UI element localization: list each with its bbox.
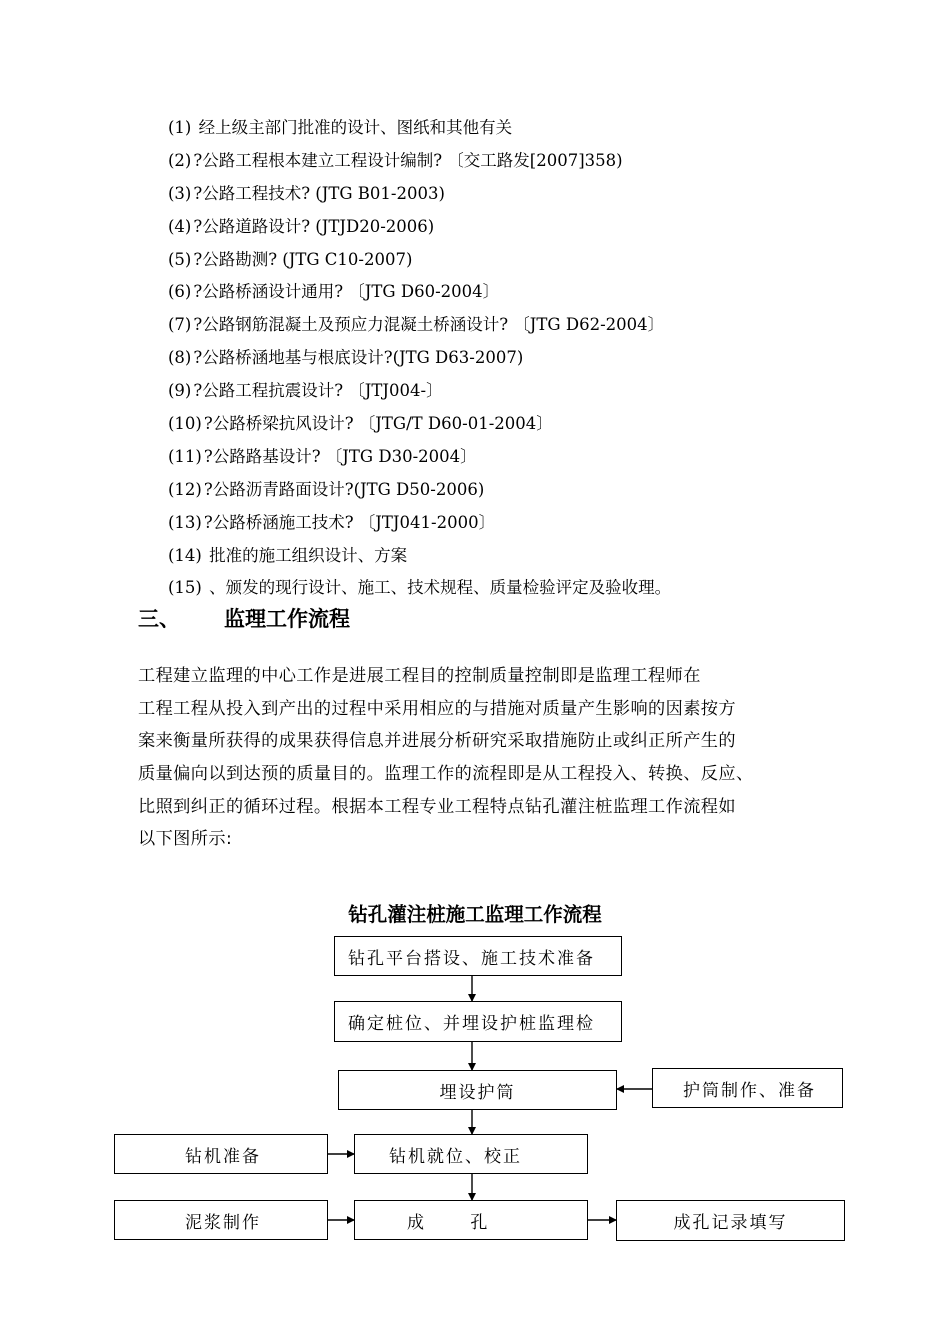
reference-number: (10) (168, 414, 202, 434)
paragraph-line: 案来衡量所获得的成果获得信息并进展分析研究采取措施防止或纠正所产生的 (138, 731, 736, 752)
flow-box-rig-prep: 钻机准备 (114, 1134, 328, 1174)
flow-box-record: 成孔记录填写 (616, 1200, 845, 1241)
paragraph-line: 比照到纠正的循环过程。根据本工程专业工程特点钻孔灌注桩监理工作流程如 (138, 796, 736, 817)
reference-text: ?公路工程根本建立工程设计编制? 〔交工路发[2007]358) (193, 150, 623, 170)
reference-text: ?公路工程抗震设计? 〔JTJ004-〕 (193, 381, 443, 401)
reference-number: (7) (168, 315, 192, 335)
paragraph-line: 以下图所示: (138, 829, 233, 850)
reference-text: 批准的施工组织设计、方案 (203, 545, 408, 565)
reference-text: ?公路工程技术? (JTG B01-2003) (193, 183, 445, 203)
flow-box-casing-prep: 护筒制作、准备 (652, 1068, 843, 1108)
section-number: 三、 (138, 607, 180, 631)
reference-text: ?公路路基设计? 〔JTG D30-2004〕 (203, 446, 477, 466)
reference-text: ?公路桥涵地基与根底设计?(JTG D63-2007) (193, 348, 524, 368)
reference-text: ?公路道路设计? (JTJD20-2006) (193, 216, 435, 236)
reference-text: ?公路钢筋混凝土及预应力混凝土桥涵设计? 〔JTG D62-2004〕 (193, 315, 665, 335)
reference-number: (14) (168, 545, 202, 565)
reference-number: (3) (168, 183, 192, 203)
reference-number: (8) (168, 348, 192, 368)
paragraph-line: 工程建立监理的中心工作是进展工程目的控制质量控制即是监理工程师在 (138, 666, 701, 686)
reference-text: ?公路沥青路面设计?(JTG D50-2006) (203, 479, 485, 499)
reference-number: (13) (168, 512, 202, 532)
paragraph-line: 工程工程从投入到产出的过程中采用相应的与措施对质量产生影响的因素按方 (138, 698, 736, 719)
flow-box-mud: 泥浆制作 (114, 1200, 328, 1240)
flow-box-pile-position: 确定桩位、并埋设护桩监理检 (334, 1001, 622, 1042)
reference-text: 、颁发的现行设计、施工、技术规程、质量检验评定及验收理。 (203, 578, 672, 598)
reference-number: (2) (168, 150, 192, 170)
section-title: 监理工作流程 (224, 607, 350, 631)
flow-box-drilling: 成 孔 (354, 1200, 588, 1240)
reference-number: (12) (168, 479, 202, 499)
reference-number: (4) (168, 216, 192, 236)
reference-text: ?公路桥涵施工技术? 〔JTJ041-2000〕 (203, 512, 496, 532)
reference-text: ?公路桥涵设计通用? 〔JTG D60-2004〕 (193, 282, 500, 302)
flow-box-casing: 埋设护筒 (338, 1070, 617, 1110)
paragraph-line: 质量偏向以到达预的质量目的。监理工作的流程即是从工程投入、转换、反应、 (138, 764, 754, 785)
flow-box-rig-position: 钻机就位、校正 (354, 1134, 588, 1174)
reference-number: (6) (168, 282, 192, 302)
reference-number: (11) (168, 446, 202, 466)
flowchart-title: 钻孔灌注桩施工监理工作流程 (348, 903, 602, 926)
reference-text: ?公路勘测? (JTG C10-2007) (193, 249, 413, 269)
reference-text: ?公路桥梁抗风设计? 〔JTG/T D60-01-2004〕 (203, 414, 553, 434)
reference-number: (1) (168, 118, 192, 137)
reference-number: (9) (168, 381, 192, 401)
reference-text: 经上级主部门批准的设计、图纸和其他有关 (193, 118, 513, 137)
reference-number: (5) (168, 249, 192, 269)
reference-number: (15) (168, 578, 202, 598)
flow-box-platform: 钻孔平台搭设、施工技术准备 (334, 936, 622, 976)
